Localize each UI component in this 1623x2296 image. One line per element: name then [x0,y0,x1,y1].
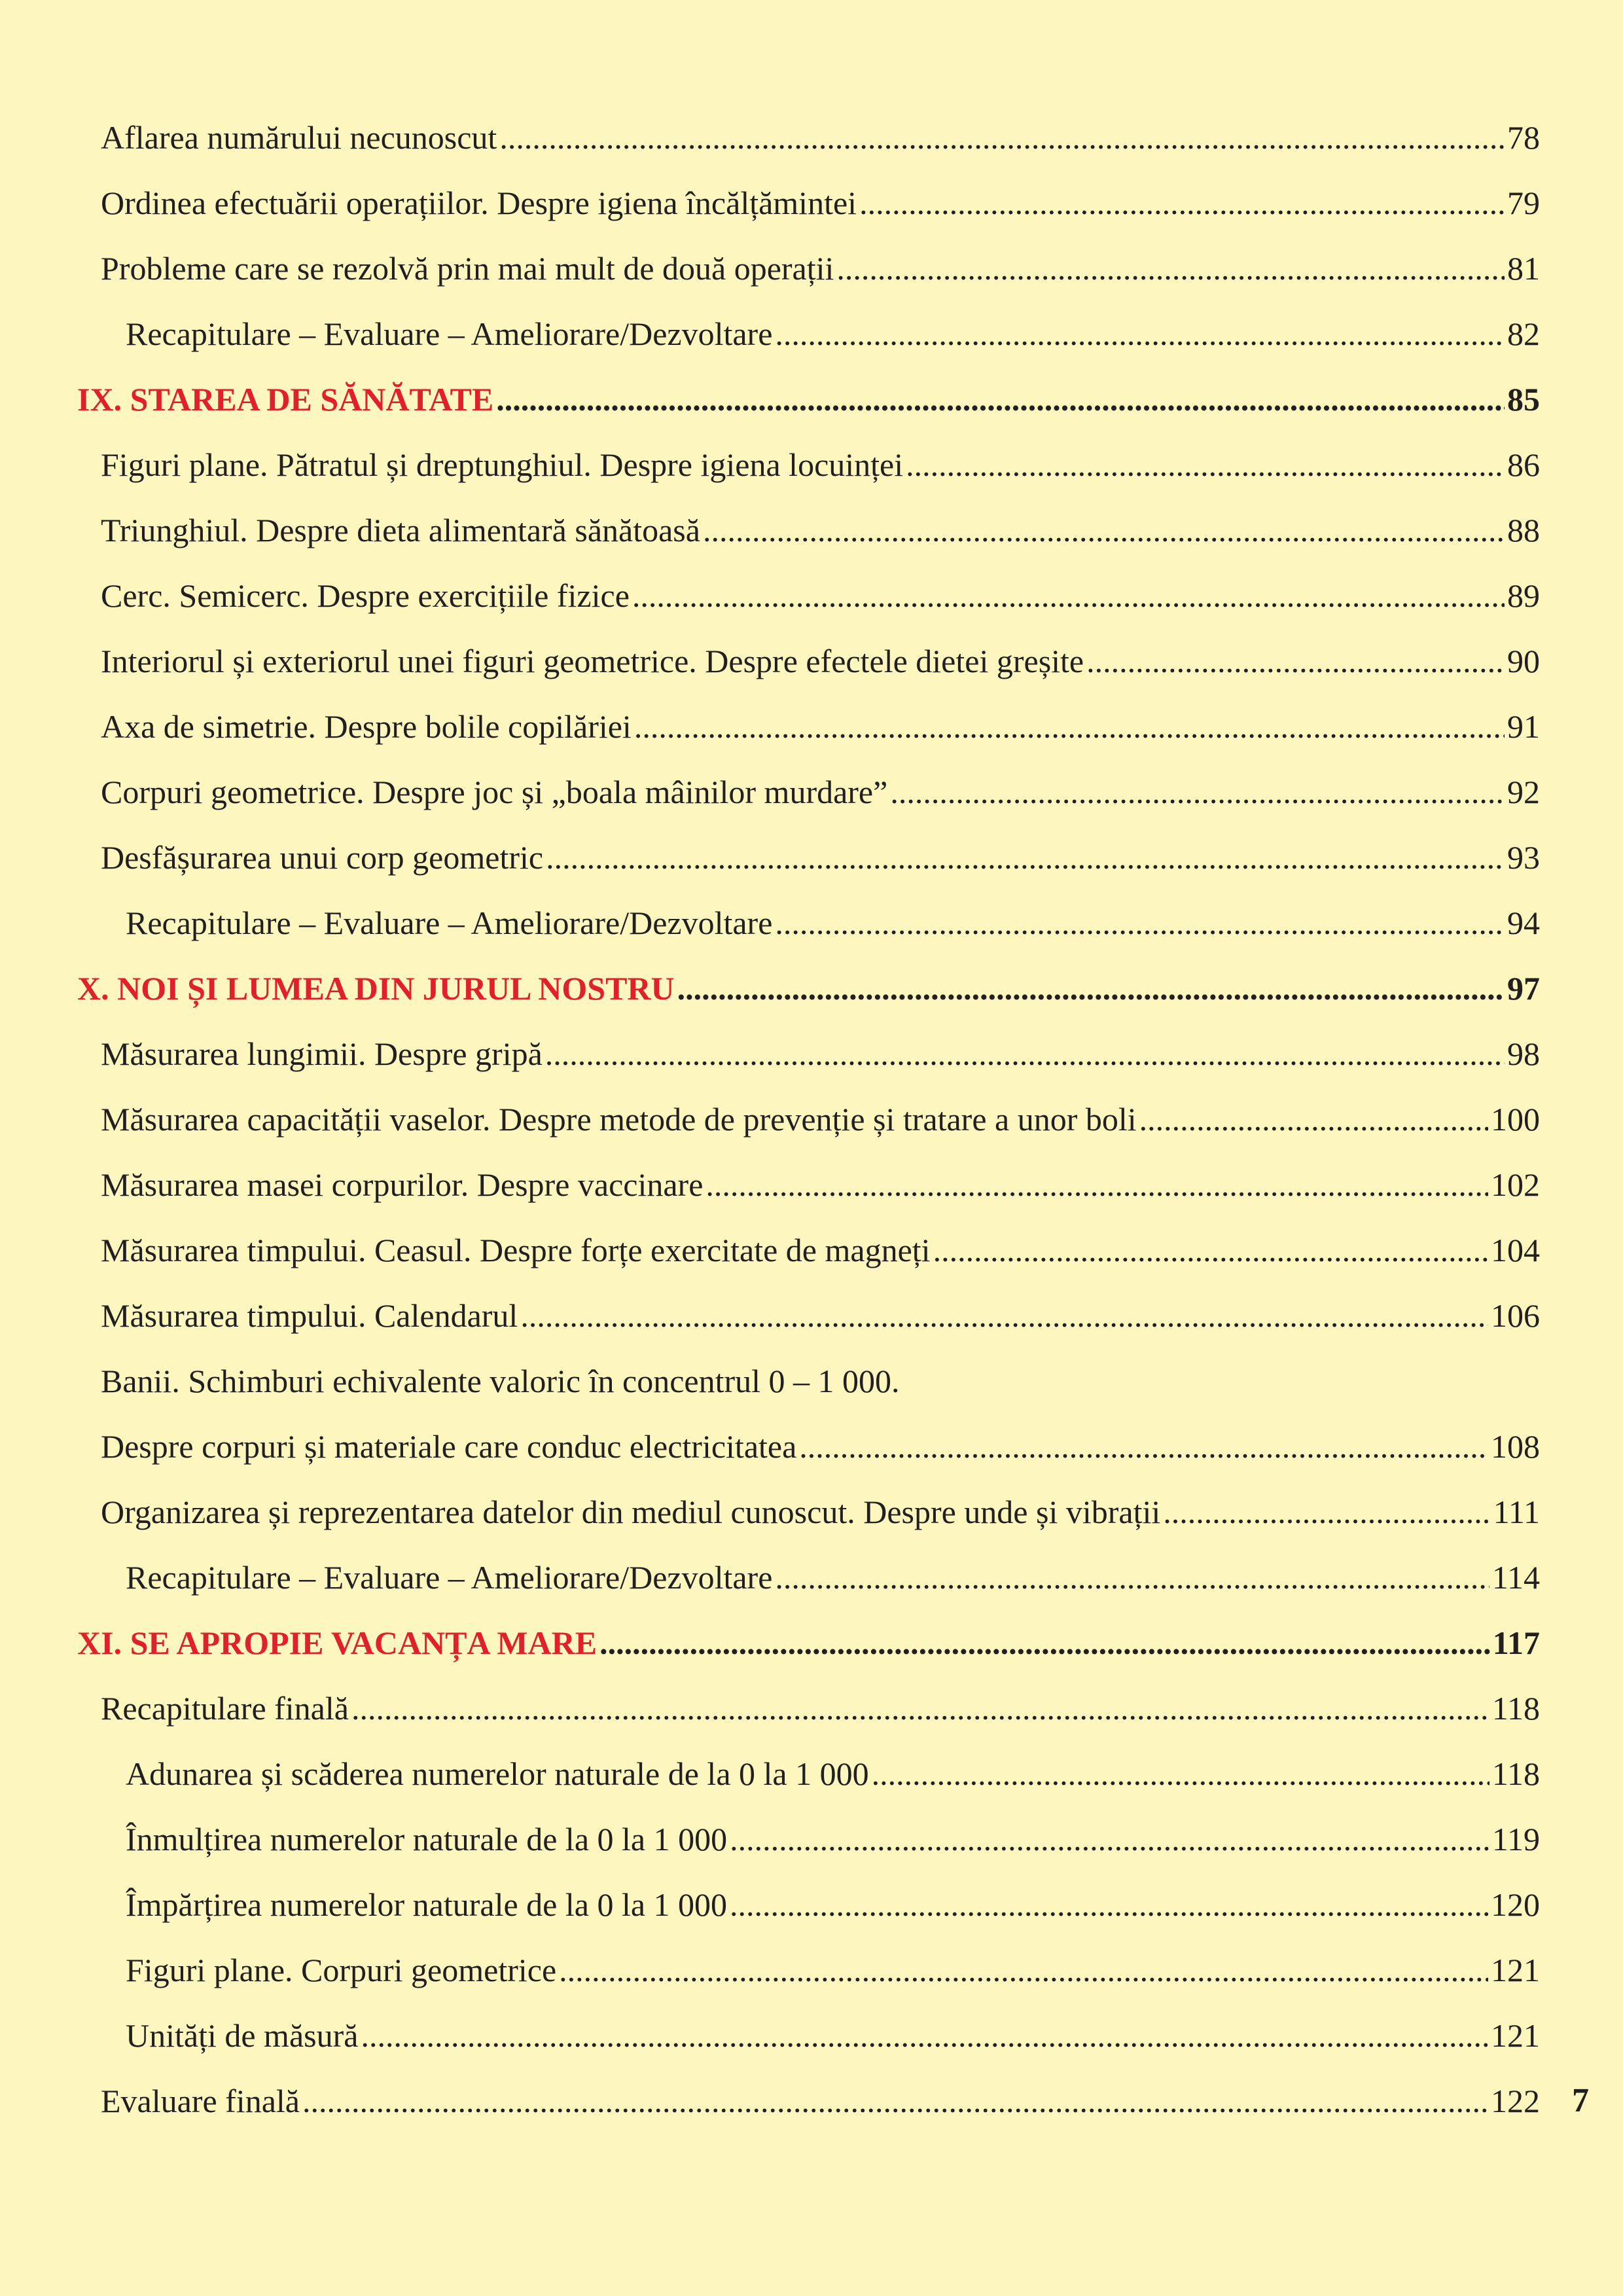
entry-page-number: 89 [1507,577,1540,614]
entry-title: Probleme care se rezolvă prin mai mult de două operații [101,250,834,287]
section-title: XI. SE APROPIE VACANȚA MARE [77,1624,597,1661]
dot-leader [775,301,1505,367]
entry-title: Măsurarea timpului. Ceasul. Despre forțe exercitate de magneți [101,1232,931,1268]
toc-entry-row [77,432,1540,497]
dot-leader [632,563,1505,628]
entry-title: Unități de măsură [126,2017,359,2054]
dot-leader [545,1021,1505,1086]
entry-title: Evaluare finală [101,2083,300,2119]
entry-page-number: 114 [1491,1559,1540,1596]
dot-leader [730,1806,1489,1872]
entry-title: Adunarea și scăderea numerelor naturale de la 0 la 1 000 [126,1755,869,1792]
toc-entry-row [77,825,1540,890]
dot-leader [933,1217,1488,1283]
entry-title: Recapitulare finală [101,1690,349,1727]
toc-entry-row [77,1479,1540,1545]
toc-entry-row [77,236,1540,301]
dot-leader [499,105,1505,170]
toc-entry-row [77,759,1540,825]
dot-leader [705,1152,1488,1217]
toc-section-row [77,1610,1540,1676]
entry-title: Înmulțirea numerelor naturale de la 0 la 1 000 [126,1821,728,1857]
dot-leader [906,432,1505,497]
dot-leader [1163,1479,1490,1545]
entry-title: Recapitulare – Evaluare – Ameliorare/Dezvoltare [126,905,773,941]
entry-page-number: 111 [1493,1494,1540,1530]
entry-page-number: 90 [1507,643,1540,679]
entry-page-number: 118 [1491,1755,1540,1792]
entry-page-number: 81 [1507,250,1540,287]
entry-page-number: 121 [1491,1952,1540,1988]
section-title: X. NOI ȘI LUMEA DIN JURUL NOSTRU [77,970,675,1007]
dot-leader [703,497,1505,563]
toc-entry-row [77,1152,1540,1217]
entry-page-number: 86 [1507,446,1540,483]
toc-entry-row [77,1086,1540,1152]
toc-entry-row [77,170,1540,236]
dot-leader [351,1676,1489,1741]
entry-title: Organizarea și reprezentarea datelor din mediul cunoscut. Despre unde și vibrații [101,1494,1161,1530]
toc-entry-row [77,1414,1540,1479]
toc-entry-row [77,497,1540,563]
dot-leader [361,2003,1488,2068]
entry-title: Despre corpuri și materiale care conduc electricitatea [101,1428,797,1465]
table-of-contents [77,105,1540,2134]
toc-section-row [77,956,1540,1021]
entry-page-number: 106 [1491,1297,1540,1334]
entry-page-number: 94 [1507,905,1540,941]
dot-leader [677,956,1505,1021]
entry-page-number: 121 [1491,2017,1540,2054]
toc-entry-row [77,1937,1540,2003]
dot-leader [1139,1086,1488,1152]
toc-entry-row [77,563,1540,628]
dot-leader [872,1741,1489,1806]
entry-page-number: 85 [1507,381,1540,418]
dot-leader [520,1283,1488,1348]
dot-leader [1086,628,1505,694]
dot-leader [496,367,1505,432]
entry-page-number: 100 [1491,1101,1540,1138]
entry-title: Figuri plane. Corpuri geometrice [126,1952,557,1988]
dot-leader [836,236,1505,301]
dot-leader [546,825,1505,890]
dot-leader [302,2068,1488,2134]
toc-entry-row [77,1741,1540,1806]
page-number: 7 [1572,2082,1589,2119]
toc-entry-row [77,890,1540,956]
entry-title: Măsurarea capacității vaselor. Despre metode de prevenție și tratare a unor boli [101,1101,1137,1138]
dot-leader [599,1610,1490,1676]
toc-section-row [77,367,1540,432]
toc-entry-row [77,1021,1540,1086]
toc-entry-row [77,1217,1540,1283]
toc-entry-row [77,694,1540,759]
entry-page-number: 122 [1491,2083,1540,2119]
toc-entry-row [77,1283,1540,1348]
entry-title: Recapitulare – Evaluare – Ameliorare/Dezvoltare [126,1559,773,1596]
entry-page-number: 93 [1507,839,1540,876]
entry-title: Triunghiul. Despre dieta alimentară sănătoasă [101,512,700,548]
entry-page-number: 120 [1491,1886,1540,1923]
entry-page-number: 108 [1491,1428,1540,1465]
toc-entry-row [77,2068,1540,2134]
entry-page-number: 91 [1507,708,1540,745]
entry-page-number: 104 [1491,1232,1540,1268]
toc-entry-row [77,105,1540,170]
section-title: IX. STAREA DE SĂNĂTATE [77,381,494,418]
entry-title: Cerc. Semicerc. Despre exercițiile fizice [101,577,630,614]
toc-entry-row [77,301,1540,367]
toc-entry-row [77,1545,1540,1610]
entry-page-number: 98 [1507,1035,1540,1072]
entry-title: Aflarea numărului necunoscut [101,119,497,156]
dot-leader [775,890,1505,956]
toc-entry-row [77,628,1540,694]
entry-page-number: 92 [1507,774,1540,810]
dot-leader [730,1872,1488,1937]
entry-title: Împărțirea numerelor naturale de la 0 la 1 000 [126,1886,728,1923]
toc-entry-row [77,1348,1540,1414]
entry-title: Banii. Schimburi echivalente valoric în concentrul 0 – 1 000. [101,1363,900,1399]
entry-page-number: 97 [1507,970,1540,1007]
entry-page-number: 119 [1491,1821,1540,1857]
entry-title: Măsurarea masei corpurilor. Despre vaccinare [101,1166,704,1203]
entry-page-number: 82 [1507,315,1540,352]
entry-page-number: 102 [1491,1166,1540,1203]
entry-title: Ordinea efectuării operațiilor. Despre igiena încălțămintei [101,185,857,221]
toc-entry-row [77,1676,1540,1741]
entry-page-number: 88 [1507,512,1540,548]
dot-leader [775,1545,1489,1610]
dot-leader [890,759,1505,825]
toc-entry-row [77,1872,1540,1937]
dot-leader [634,694,1505,759]
entry-title: Desfășurarea unui corp geometric [101,839,544,876]
entry-title: Corpuri geometrice. Despre joc și „boala mâinilor murdare” [101,774,888,810]
entry-page-number: 78 [1507,119,1540,156]
entry-page-number: 79 [1507,185,1540,221]
dot-leader [799,1414,1488,1479]
entry-title: Axa de simetrie. Despre bolile copilăriei [101,708,632,745]
entry-title: Recapitulare – Evaluare – Ameliorare/Dezvoltare [126,315,773,352]
entry-title: Interiorul și exteriorul unei figuri geometrice. Despre efectele dietei greșite [101,643,1084,679]
dot-leader [559,1937,1488,2003]
entry-title: Măsurarea timpului. Calendarul [101,1297,518,1334]
entry-title: Figuri plane. Pătratul și dreptunghiul. Despre igiena locuinței [101,446,904,483]
entry-title: Măsurarea lungimii. Despre gripă [101,1035,543,1072]
dot-leader [859,170,1505,236]
toc-entry-row [77,2003,1540,2068]
entry-page-number: 118 [1491,1690,1540,1727]
entry-page-number: 117 [1492,1624,1540,1661]
toc-entry-row [77,1806,1540,1872]
